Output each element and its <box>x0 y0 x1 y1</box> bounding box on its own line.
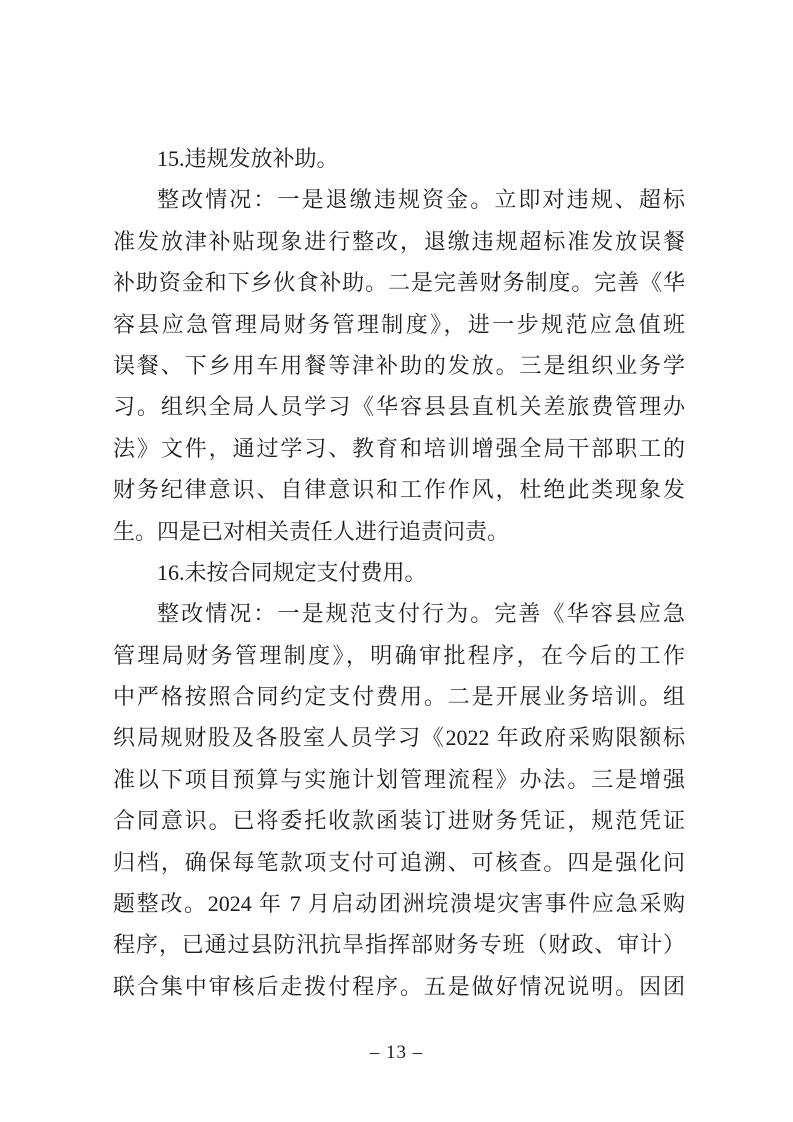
text-line: 程序，已通过县防汛抗旱指挥部财务专班（财政、审计） <box>113 932 685 958</box>
text-line: 整改情况：一是规范支付行为。完善《华容县应急 <box>157 601 685 627</box>
section-heading-item-15: 15.违规发放补助。 <box>157 146 339 171</box>
text-line: 准发放津补贴现象进行整改，退缴违规超标准发放误餐 <box>113 228 685 254</box>
page-number: – 13 – <box>369 1042 424 1063</box>
text-line: 法》文件，通过学习、教育和培训增强全局干部职工的 <box>113 435 685 461</box>
document-body <box>113 138 685 1007</box>
text-line: 归档，确保每笔款项支付可追溯、可核查。四是强化问 <box>113 849 685 875</box>
text-line: 题整改。2024 年 7 月启动团洲垸溃堤灾害事件应急采购 <box>113 891 685 917</box>
text-line: 管理局财务管理制度》，明确审批程序，在今后的工作 <box>113 642 685 668</box>
text-line: 整改情况：一是退缴违规资金。立即对违规、超标 <box>157 187 685 213</box>
text-line: 生。四是已对相关责任人进行追责问责。 <box>113 518 510 544</box>
text-line: 联合集中审核后走拨付程序。五是做好情况说明。因团 <box>113 973 685 999</box>
text-line: 织局规财股及各股室人员学习《2022 年政府采购限额标 <box>113 725 685 751</box>
text-line: 误餐、下乡用车用餐等津补助的发放。三是组织业务学 <box>113 352 685 378</box>
text-line: 合同意识。已将委托收款函装订进财务凭证，规范凭证 <box>113 808 685 834</box>
text-line: 补助资金和下乡伙食补助。二是完善财务制度。完善《华 <box>113 270 685 296</box>
text-line: 财务纪律意识、自律意识和工作作风，杜绝此类现象发 <box>113 477 685 503</box>
text-line: 中严格按照合同约定支付费用。二是开展业务培训。组 <box>113 684 685 710</box>
text-line: 准以下项目预算与实施计划管理流程》办法。三是增强 <box>113 766 685 792</box>
text-line: 容县应急管理局财务管理制度》，进一步规范应急值班 <box>113 311 685 337</box>
text-line: 习。组织全局人员学习《华容县县直机关差旅费管理办 <box>113 394 685 420</box>
section-heading-item-16: 16.未按合同规定支付费用。 <box>157 559 427 585</box>
